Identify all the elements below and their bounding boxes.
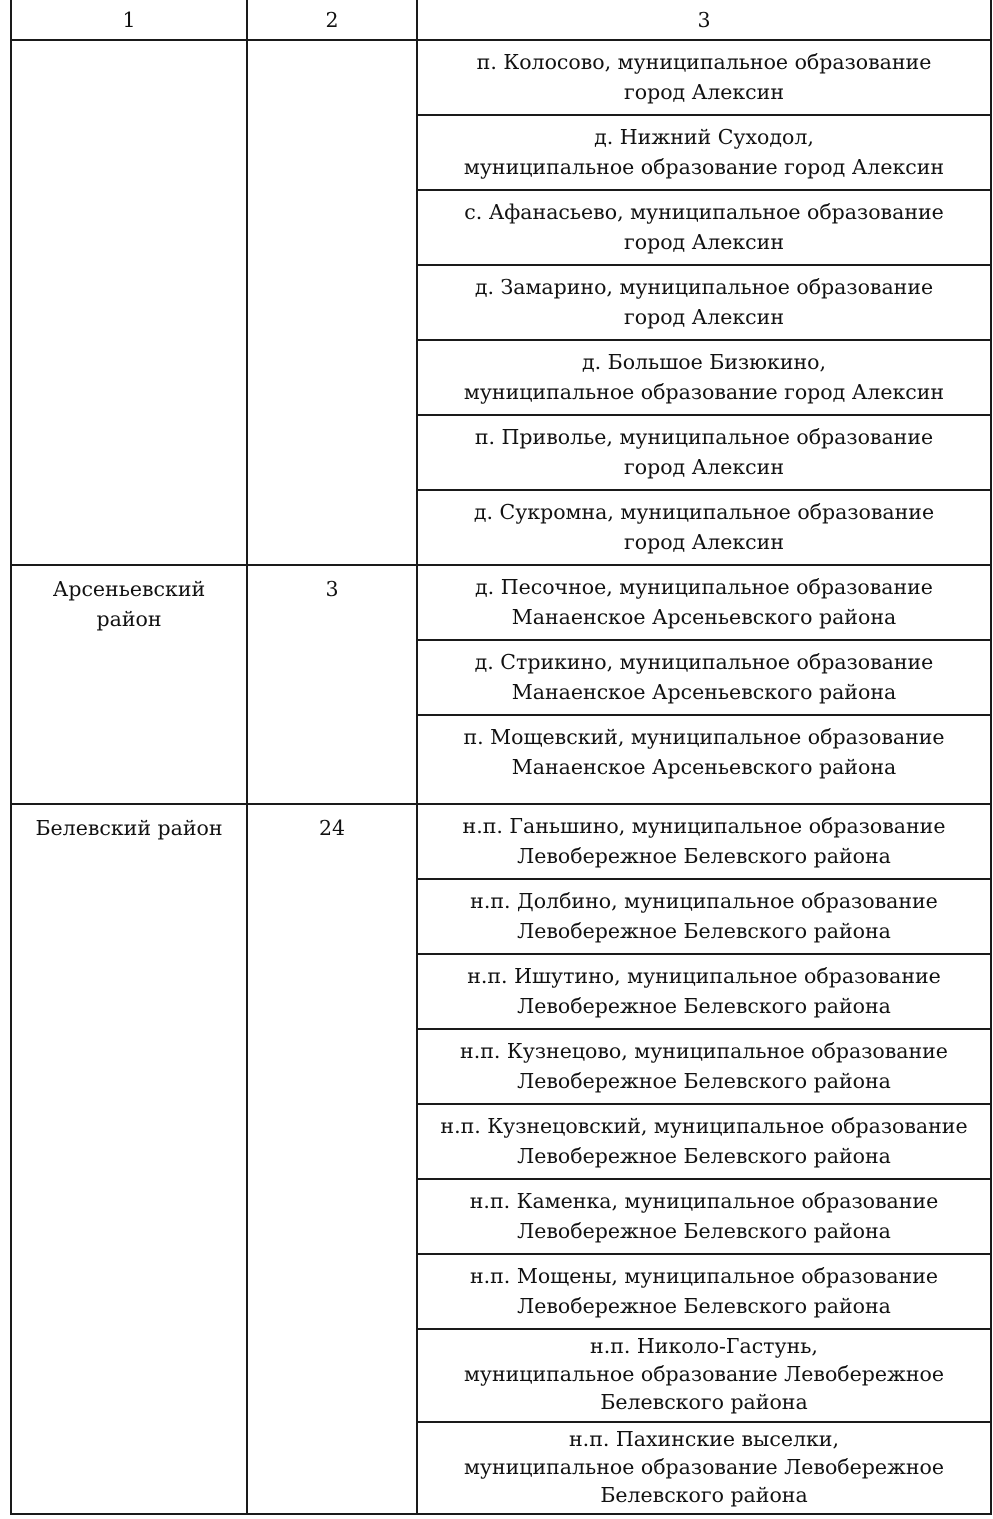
settlement-cell: н.п. Кузнецовский, муниципальное образование Левобережное Белевского района [417,1104,991,1179]
column-header-1: 1 [11,0,247,40]
settlement-cell: д. Стрикино, муниципальное образование Манаенское Арсеньевского района [417,640,991,715]
settlement-cell: д. Нижний Суходол, муниципальное образование город Алексин [417,115,991,190]
settlement-cell: с. Афанасьево, муниципальное образование город Алексин [417,190,991,265]
table-row [11,40,991,115]
settlement-cell: п. Колосово, муниципальное образование город Алексин [417,40,991,115]
table-row [11,565,991,640]
settlement-cell: д. Замарино, муниципальное образование город Алексин [417,265,991,340]
district-cell: Белевский район [11,804,247,1514]
settlement-cell: н.п. Каменка, муниципальное образование Левобережное Белевского района [417,1179,991,1254]
settlement-cell: н.п. Кузнецово, муниципальное образование Левобережное Белевского района [417,1029,991,1104]
settlement-cell: д. Большое Бизюкино, муниципальное образование город Алексин [417,340,991,415]
settlement-cell: д. Сукромна, муниципальное образование город Алексин [417,490,991,565]
count-cell: 24 [247,804,417,1514]
header-row [11,0,991,40]
settlement-cell: н.п. Ишутино, муниципальное образование Левобережное Белевского района [417,954,991,1029]
table-row [11,804,991,879]
count-cell: 3 [247,565,417,804]
settlements-table [10,0,992,1515]
district-cell [11,40,247,565]
district-cell: Арсеньевский район [11,565,247,804]
settlement-cell: п. Приволье, муниципальное образование город Алексин [417,415,991,490]
column-header-2: 2 [247,0,417,40]
settlement-cell: д. Песочное, муниципальное образование Манаенское Арсеньевского района [417,565,991,640]
settlement-cell: н.п. Мощены, муниципальное образование Левобережное Белевского района [417,1254,991,1329]
count-cell [247,40,417,565]
settlement-cell: п. Мощевский, муниципальное образование Манаенское Арсеньевского района [417,715,991,804]
settlement-cell: н.п. Пахинские выселки, муниципальное образование Левобережное Белевского района [417,1422,991,1514]
settlement-cell: н.п. Николо-Гастунь, муниципальное образование Левобережное Белевского района [417,1329,991,1422]
settlement-cell: н.п. Долбино, муниципальное образование Левобережное Белевского района [417,879,991,954]
column-header-3: 3 [417,0,991,40]
settlement-cell: н.п. Ганьшино, муниципальное образование Левобережное Белевского района [417,804,991,879]
